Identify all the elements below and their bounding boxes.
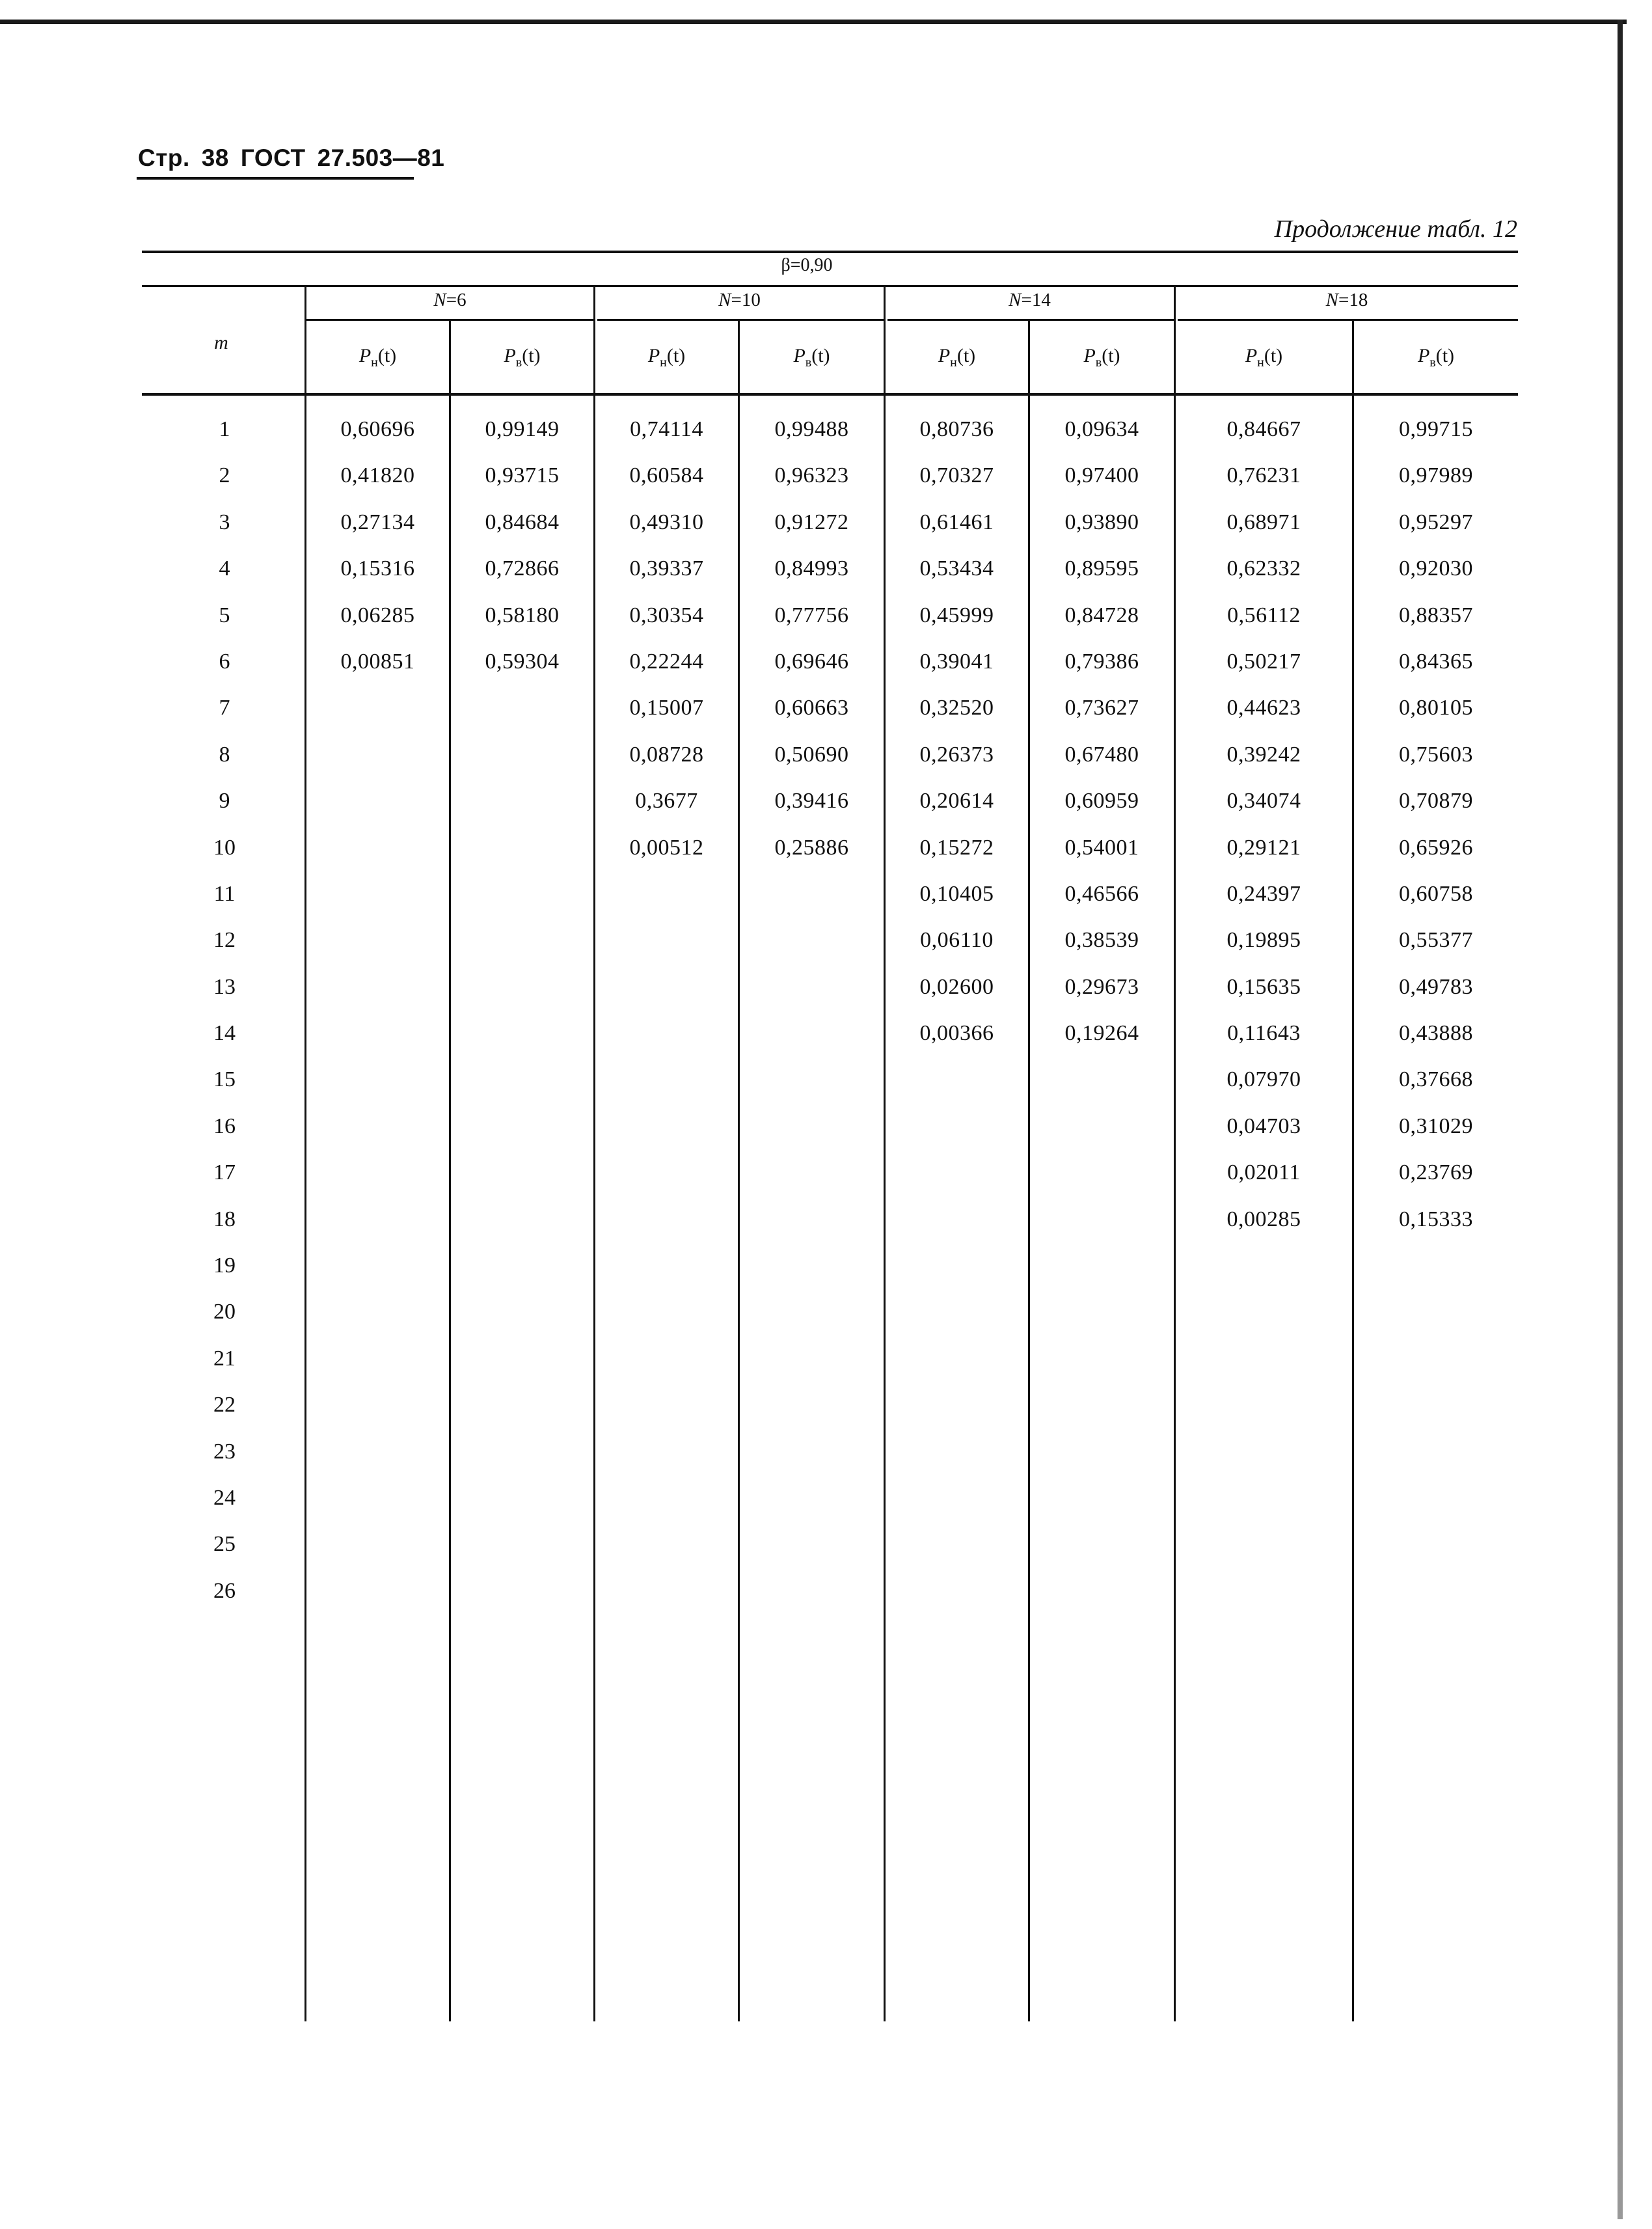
- group-label-n6: [306, 290, 593, 311]
- table-cell: 0,68971: [1226, 510, 1301, 534]
- table-cell: 0,30354: [629, 603, 704, 627]
- value-column-n6-upper: [451, 417, 593, 695]
- table-cell: 0,24397: [1226, 881, 1301, 906]
- table-cell: 0,89595: [1064, 556, 1139, 581]
- table-cell: 0,60758: [1399, 881, 1473, 906]
- table-cell: 0,60959: [1064, 789, 1139, 814]
- p-symbol: P: [1245, 345, 1258, 366]
- row-index: 11: [213, 881, 236, 906]
- table-cell: 0,84365: [1399, 649, 1473, 674]
- p-upper-header: [740, 345, 884, 370]
- p-subscript: в: [1095, 355, 1102, 370]
- header-underline: [137, 177, 414, 180]
- row-index: 21: [213, 1346, 236, 1371]
- n-symbol: N: [433, 290, 446, 310]
- p-arg: (t): [522, 345, 541, 366]
- table-cell: 0,06285: [340, 603, 415, 627]
- table-cell: 0,49310: [629, 510, 704, 534]
- table-cell: 0,99715: [1399, 417, 1473, 441]
- row-index: 15: [213, 1067, 236, 1092]
- table-cell: 0,95297: [1399, 510, 1473, 534]
- table-top-rule: [142, 251, 1518, 253]
- table-cell: 0,69646: [774, 649, 849, 674]
- row-index: 24: [213, 1485, 236, 1510]
- n-symbol: N: [1325, 290, 1338, 310]
- table-cell: 0,25886: [774, 835, 849, 860]
- scan-edge-top: [0, 20, 1627, 24]
- table-cell: 0,10405: [919, 881, 994, 906]
- value-column-n18-upper: [1354, 417, 1518, 1253]
- table-cell: 0,99488: [774, 417, 849, 441]
- table-cell: 0,38539: [1064, 928, 1139, 953]
- table-cell: 0,46566: [1064, 881, 1139, 906]
- p-arg: (t): [666, 345, 686, 366]
- table-cell: 0,65926: [1399, 835, 1473, 860]
- p-subscript: в: [805, 355, 812, 370]
- p-upper-header: [1354, 345, 1518, 370]
- table-cell: 0,92030: [1399, 556, 1473, 581]
- n-value: =18: [1338, 290, 1368, 310]
- row-index: 2: [219, 463, 230, 488]
- table-cell: 0,97989: [1399, 463, 1473, 488]
- table-cell: 0,39242: [1226, 742, 1301, 767]
- p-arg: (t): [956, 345, 976, 366]
- table-cell: 0,70879: [1399, 789, 1473, 814]
- table-cell: 0,96323: [774, 463, 849, 488]
- row-index: 14: [213, 1021, 236, 1046]
- row-index: 13: [213, 974, 236, 999]
- table-cell: 0,3677: [635, 789, 698, 814]
- row-index: 12: [213, 928, 236, 953]
- table-cell: 0,99149: [485, 417, 560, 441]
- table-cell: 0,43888: [1399, 1021, 1473, 1046]
- p-arg: (t): [811, 345, 830, 366]
- group-rule-n14: [887, 319, 1174, 321]
- table-cell: 0,58180: [485, 603, 560, 627]
- p-arg: (t): [377, 345, 397, 366]
- p-subscript: н: [660, 355, 667, 370]
- table-cell: 0,04703: [1226, 1114, 1301, 1138]
- table-cell: 0,55377: [1399, 928, 1473, 953]
- n-value: =10: [731, 290, 761, 310]
- table-cell: 0,39416: [774, 789, 849, 814]
- p-subscript: в: [1429, 355, 1436, 370]
- row-index: 9: [219, 789, 230, 814]
- table-cell: 0,11643: [1227, 1021, 1301, 1046]
- value-column-n14-lower: [886, 417, 1028, 1067]
- table-cell: 0,84993: [774, 556, 849, 581]
- n-value: =14: [1021, 290, 1051, 310]
- table-cell: 0,02011: [1227, 1160, 1301, 1185]
- table-cell: 0,76231: [1226, 463, 1301, 488]
- p-subscript: н: [371, 355, 378, 370]
- table-cell: 0,27134: [340, 510, 415, 534]
- value-column-n18-lower: [1176, 417, 1352, 1253]
- p-subscript: н: [1257, 355, 1264, 370]
- table-cell: 0,77756: [774, 603, 849, 627]
- table-cell: 0,09634: [1064, 417, 1139, 441]
- table-cell: 0,23769: [1399, 1160, 1473, 1185]
- table-cell: 0,74114: [630, 417, 703, 441]
- table-cell: 0,97400: [1064, 463, 1139, 488]
- table-cell: 0,15316: [340, 556, 415, 581]
- p-lower-header: [595, 345, 738, 370]
- p-upper-header: [451, 345, 593, 370]
- table-cell: 0,44623: [1226, 696, 1301, 720]
- row-index: 8: [219, 742, 230, 767]
- table-cell: 0,06110: [920, 928, 994, 953]
- page-number: 38: [201, 144, 229, 171]
- table-cell: 0,91272: [774, 510, 849, 534]
- table-cell: 0,26373: [919, 742, 994, 767]
- group-rule-n10: [597, 319, 884, 321]
- table-cell: 0,54001: [1064, 835, 1139, 860]
- table-cell: 0,29673: [1064, 974, 1139, 999]
- table-cell: 0,56112: [1227, 603, 1301, 627]
- value-column-n10-lower: [595, 417, 738, 881]
- group-rule-n18: [1178, 319, 1518, 321]
- table-cell: 0,15007: [629, 696, 704, 720]
- row-index: 23: [213, 1439, 236, 1464]
- table-cell: 0,07970: [1226, 1067, 1301, 1092]
- beta-label: β=0,90: [781, 255, 833, 275]
- p-lower-header: [886, 345, 1028, 370]
- beta-under-rule: [142, 285, 1518, 287]
- row-index: 3: [219, 510, 230, 534]
- table-cell: 0,88357: [1399, 603, 1473, 627]
- row-index: 19: [213, 1253, 236, 1278]
- n-symbol: N: [718, 290, 731, 310]
- p-symbol: P: [1083, 345, 1096, 366]
- table-cell: 0,34074: [1226, 789, 1301, 814]
- table-cell: 0,39041: [919, 649, 994, 674]
- table-cell: 0,45999: [919, 603, 994, 627]
- table-cell: 0,39337: [629, 556, 704, 581]
- table-cell: 0,80105: [1399, 696, 1473, 720]
- row-index: 10: [213, 835, 236, 860]
- p-lower-header: [306, 345, 449, 370]
- row-index-header: m: [214, 332, 228, 353]
- group-label-n18: [1176, 290, 1518, 311]
- table-cell: 0,60663: [774, 696, 849, 720]
- row-index: 6: [219, 649, 230, 674]
- p-arg: (t): [1435, 345, 1455, 366]
- table-cell: 0,22244: [629, 649, 704, 674]
- row-index: 17: [213, 1160, 236, 1185]
- table-cell: 0,37668: [1399, 1067, 1473, 1092]
- p-subscript: н: [950, 355, 957, 370]
- table-cell: 0,79386: [1064, 649, 1139, 674]
- value-column-n10-upper: [740, 417, 884, 881]
- page-header: [138, 144, 456, 172]
- table-cell: 0,19264: [1064, 1021, 1139, 1046]
- p-upper-header: [1030, 345, 1174, 370]
- table-cell: 0,41820: [340, 463, 415, 488]
- table-cell: 0,15272: [919, 835, 994, 860]
- value-column-n6-lower: [306, 417, 449, 695]
- row-index: 20: [213, 1300, 236, 1324]
- group-label-n10: [595, 290, 884, 311]
- n-symbol: N: [1009, 290, 1022, 310]
- row-index: 22: [213, 1393, 236, 1417]
- row-index: 5: [219, 603, 230, 627]
- row-index: 25: [213, 1532, 236, 1557]
- table-cell: 0,60584: [629, 463, 704, 488]
- table-cell: 0,59304: [485, 649, 560, 674]
- table-cell: 0,80736: [919, 417, 994, 441]
- table-continuation-caption: Продолжение табл. 12: [1274, 215, 1517, 243]
- n-value: =6: [446, 290, 467, 310]
- row-index: 18: [213, 1207, 236, 1231]
- table-cell: 0,00366: [919, 1021, 994, 1046]
- table-cell: 0,08728: [629, 742, 704, 767]
- table-cell: 0,32520: [919, 696, 994, 720]
- row-index: 7: [219, 696, 230, 720]
- table-cell: 0,53434: [919, 556, 994, 581]
- p-lower-header: [1176, 345, 1352, 370]
- table-cell: 0,67480: [1064, 742, 1139, 767]
- table-cell: 0,00285: [1226, 1207, 1301, 1231]
- p-symbol: P: [1417, 345, 1430, 366]
- standard-number: 27.503—81: [317, 144, 445, 171]
- table-cell: 0,50690: [774, 742, 849, 767]
- table-cell: 0,60696: [340, 417, 415, 441]
- p-symbol: P: [793, 345, 806, 366]
- p-symbol: P: [938, 345, 951, 366]
- p-symbol: P: [359, 345, 372, 366]
- row-index-column: [189, 417, 260, 1624]
- table-cell: 0,00512: [629, 835, 704, 860]
- table-cell: 0,00851: [340, 649, 415, 674]
- header-bottom-rule: [142, 393, 1518, 396]
- table-cell: 0,73627: [1064, 696, 1139, 720]
- scan-edge-right: [1618, 20, 1623, 2219]
- p-symbol: P: [647, 345, 660, 366]
- table-cell: 0,75603: [1399, 742, 1473, 767]
- table-cell: 0,62332: [1226, 556, 1301, 581]
- table-cell: 0,84728: [1064, 603, 1139, 627]
- table-cell: 0,31029: [1399, 1114, 1473, 1138]
- table-cell: 0,20614: [919, 789, 994, 814]
- table-cell: 0,93715: [485, 463, 560, 488]
- table-cell: 0,93890: [1064, 510, 1139, 534]
- row-index: 16: [213, 1114, 236, 1138]
- row-index: 26: [213, 1578, 236, 1603]
- group-label-n14: [886, 290, 1174, 311]
- p-arg: (t): [1264, 345, 1283, 366]
- p-arg: (t): [1102, 345, 1120, 366]
- table-cell: 0,72866: [485, 556, 560, 581]
- table-cell: 0,02600: [919, 974, 994, 999]
- table-cell: 0,15635: [1226, 974, 1301, 999]
- table-cell: 0,70327: [919, 463, 994, 488]
- table-cell: 0,15333: [1399, 1207, 1473, 1231]
- table-cell: 0,84684: [485, 510, 560, 534]
- table-cell: 0,29121: [1226, 835, 1301, 860]
- value-column-n14-upper: [1030, 417, 1174, 1067]
- p-symbol: P: [504, 345, 516, 366]
- page-label: Стр.: [138, 144, 190, 171]
- table-cell: 0,50217: [1226, 649, 1301, 674]
- row-index: 4: [219, 556, 230, 581]
- p-subscript: в: [515, 355, 522, 370]
- table-cell: 0,61461: [919, 510, 994, 534]
- table-cell: 0,49783: [1399, 974, 1473, 999]
- table-cell: 0,19895: [1226, 928, 1301, 953]
- standard-name: ГОСТ: [240, 144, 306, 171]
- row-index: 1: [219, 417, 230, 441]
- table-cell: 0,84667: [1226, 417, 1301, 441]
